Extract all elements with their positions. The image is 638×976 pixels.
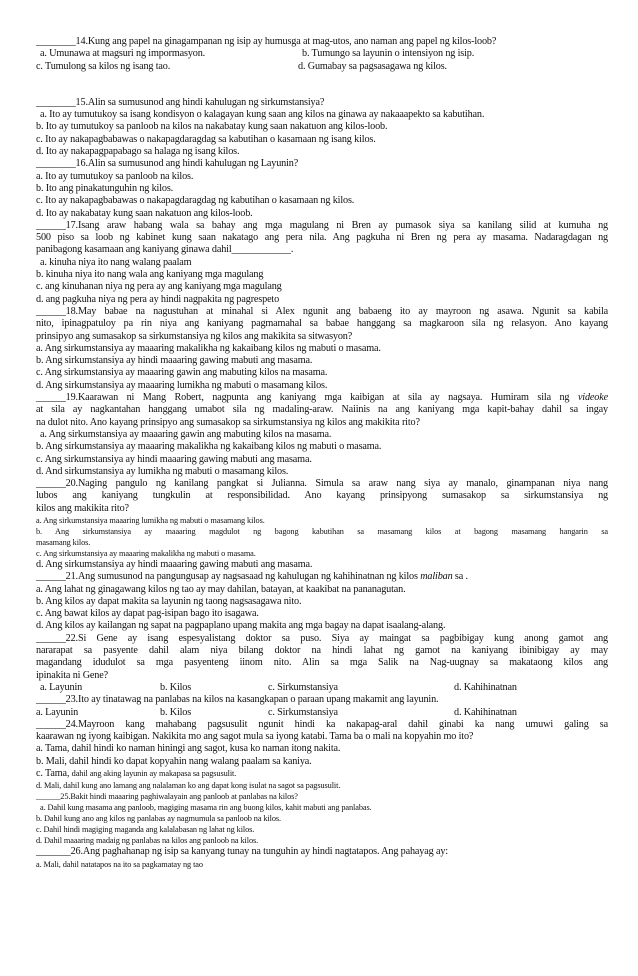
question-17-stem-line-2: 500 piso sa loob ng kabinet kung saan nakatago ang pera nila. Ang pagkuha ni Bren ng pera ay masama. Nadaragdagan ng <box>36 232 608 244</box>
question-15-choice-d: d. Ito ay nakapagpapabago sa halaga ng isang kilos. <box>36 146 240 158</box>
question-23-choice-b: b. Kilos <box>160 706 192 718</box>
question-23-choice-c: c. Sirkumstansiya <box>268 706 338 718</box>
question-23-choices <box>36 707 608 719</box>
question-21-stem-text: ______21.Ang sumusunod na pangungusap ay nagsasaad ng kahulugan ng kahihinatnan ng kilos <box>36 571 421 583</box>
question-14-stem: ________14.Kung ang papel na ginagampanan ng isip ay humusga at mag-utos, ano naman ang papel ng kilos-loob? <box>36 36 497 47</box>
question-23-stem: ______23.Ito ay tinatawag na panlabas na kilos na kasangkapan o paraan upang makamit ang layunin. <box>36 694 439 706</box>
question-25-choice-a: a. Dahil kung masama ang panloob, magiging masama rin ang buong kilos, kahit mabuti ang panlabas. <box>40 803 372 813</box>
question-25-choice-b: b. Dahil kung ano ang kilos ng panlabas ay nagmumula sa panloob na kilos. <box>36 814 282 824</box>
question-16-choice-a: a. Ito ay tumutukoy sa panloob na kilos. <box>36 170 194 182</box>
question-20-choice-a: a. Ang sirkumstansiya maaaring lumikha ng mabuti o masamang kilos. <box>36 515 265 525</box>
question-17-stem-line-3: panibagong kasamaan ang kaniyang ginawa dahil____________. <box>36 244 294 256</box>
question-17-choice-a: a. kinuha niya ito nang walang paalam <box>40 256 192 268</box>
question-19-choice-c: c. Ang sirkumstansiya ay hindi maaaring gawing mabuti ang masama. <box>36 453 312 465</box>
question-17-choice-d: d. ang pagkuha niya ng pera ay hindi nagpakita ng pagrespeto <box>36 293 280 305</box>
question-15-choice-a: a. Ito ay tumutukoy sa isang kondisyon o kalagayan kung saan ang kilos na ginawa ay nakaaapekto sa kabutihan. <box>40 109 485 121</box>
question-22-stem-line-1: ______22.Si Gene ay isang espesyalistang doktor sa puso. Siya ay maingat sa pagbibigay kung anong gamot ang <box>36 632 608 644</box>
question-15-choice-b: b. Ito ay tumutukoy sa panloob na kilos na nakabatay kung saan nakatuon ang kilos-loob. <box>36 121 388 133</box>
question-15-stem: ________15.Alin sa sumusunod ang hindi kahulugan ng sirkumstansiya? <box>36 96 325 108</box>
question-19-stem-line-2: at sila ay nagkantahan hanggang umabot sila ng madaling-araw. Naiinis na ang kaniyang mga kapit-bahay dahil sa ingay <box>36 404 608 416</box>
question-24-choice-d: d. Mali, dahil kung ano lamang ang nalalaman ko ang dapat kong isulat na sagot sa pagsusulit. <box>36 781 341 791</box>
question-20-choice-b-line-1: b. Ang sirkumstansiya ay maaaring magdulot ng bagong kabutihan sa masamang kilos at bagong masamang hangarin sa <box>36 526 608 536</box>
question-14-choice-d: d. Gumabay sa pagsasagawa ng kilos. <box>298 60 447 72</box>
question-14-choices-row-1 <box>36 48 608 60</box>
question-19-stem-text: ______19.Kaarawan ni Mang Robert, nagpunta ang kaniyang mga kaibigan at sila ay nagsaya. Humiram sila ng <box>36 392 578 404</box>
question-sheet <box>36 36 608 870</box>
question-19-choice-a: a. Ang sirkumstansiya ay maaaring gawin ang mabuting kilos na masama. <box>40 428 332 440</box>
question-16-choice-b: b. Ito ang pinakatunguhin ng kilos. <box>36 182 174 194</box>
question-22-choices <box>36 682 608 694</box>
question-26-stem: _______26.Ang paghahanap ng isip sa kanyang tunay na tunguhin ay hindi nagtatapos. Ang pahayag ay: <box>36 846 448 858</box>
question-18-choice-d: d. Ang sirkumstansiya ay maaaring lumikha ng mabuti o masamang kilos. <box>36 379 328 391</box>
question-21-choice-a: a. Ang lahat ng ginagawang kilos ng tao ay may dahilan, batayan, at kaakibat na pananagutan. <box>36 583 406 595</box>
question-22-stem-line-2: nararapat sa pasyente dahil alam niya bilang doktor na hindi lahat ng gamot na kaniyang ibinibigay ay may <box>36 645 608 657</box>
question-24-choice-c <box>36 768 608 780</box>
question-23-choice-d: d. Kahihinatnan <box>454 706 517 718</box>
question-21-stem-end: sa . <box>452 571 468 583</box>
question-22-stem-line-3: magandang idudulot sa mga pasyenteng iinom nito. Alin sa mga Salik na Nag-uugnay sa makataong kilos ang <box>36 657 608 669</box>
question-21-stem-italic: maliban <box>420 571 453 583</box>
question-20-choice-b-line-2: masamang kilos. <box>36 537 91 547</box>
question-20-stem-line-1: ______20.Naging pangulo ng kanilang pangkat si Julianna. Simula sa araw nang siya ay manalo, ginampanan niya nang <box>36 478 608 490</box>
question-16-choice-d: d. Ito ay nakabatay kung saan nakatuon ang kilos-loob. <box>36 207 253 219</box>
question-17-choice-b: b. kinuha niya ito nang wala ang kaniyang mga magulang <box>36 269 264 281</box>
question-24-choice-a: a. Tama, dahil hindi ko naman hiningi ang sagot, kusa ko naman itong nakita. <box>36 743 341 755</box>
question-18-choice-b: b. Ang sirkumstansiya ay hindi maaaring gawing mabuti ang masama. <box>36 355 313 367</box>
question-18-choice-c: c. Ang sirkumstansiya ay maaaring gawin ang mabuting kilos na masama. <box>36 367 328 379</box>
question-20-choice-c: c. Ang sirkumstansiya ay maaaring makalikha ng mabuti o masama. <box>36 548 256 558</box>
question-23-choice-a: a. Layunin <box>36 706 79 718</box>
question-24-choice-c-lead: c. Tama, <box>36 768 72 780</box>
question-24-stem-line-1: ______24.Mayroon kang mahabang pagsusulit ngunit hindi ka nakapag-aral dahil ginabi ka nang umuwi galing sa <box>36 718 608 730</box>
question-24-choice-c-rest: dahil ang aking layunin ay makapasa sa pagsusulit. <box>71 769 237 779</box>
question-14-choice-a: a. Umunawa at magsuri ng impormasyon. <box>40 48 206 60</box>
question-22-choice-c: c. Sirkumstansiya <box>268 681 338 693</box>
question-21-stem <box>36 571 608 583</box>
question-18-stem-line-2: nito, ipinagpatuloy pa rin niya ang kaniyang pagmamahal sa babae hanggang sa magkaroon sila ng relasyon. Ano kayang <box>36 318 608 330</box>
question-25-choice-c: c. Dahil hindi magiging maganda ang kalalabasan ng lahat ng kilos. <box>36 825 255 835</box>
question-20-stem-line-2: lubos ang kaniyang tungkulin at responsibilidad. Ano kayang prinsipyong sumasakop sa sirkumstansiya ng <box>36 490 608 502</box>
question-17-choice-c: c. ang kinuhanan niya ng pera ay ang kaniyang mga magulang <box>36 281 282 293</box>
question-16-stem: ________16.Alin sa sumusunod ang hindi kahulugan ng Layunin? <box>36 158 299 170</box>
question-24-choice-b: b. Mali, dahil hindi ko dapat kopyahin nang walang paalam sa kaniya. <box>36 755 312 767</box>
question-14-choice-b: b. Tumungo sa layunin o intensiyon ng isip. <box>302 48 475 60</box>
question-20-stem-line-3: kilos ang makikita rito? <box>36 502 129 514</box>
question-18-stem-line-1: ______18.May babae na nagustuhan at minahal si Alex ngunit ang babaeng ito ay mayroon ng asawa. Ngunit sa kabila <box>36 305 608 317</box>
question-25-choice-d: d. Dahil maaaring madaig ng panlabas na kilos ang panloob na kilos. <box>36 836 259 846</box>
question-20-choice-d: d. Ang sirkumstansiya ay hindi maaaring gawing mabuti ang masama. <box>36 558 313 570</box>
question-26-choice-a: a. Mali, dahil natatapos na ito sa pagkamatay ng tao <box>36 859 203 869</box>
question-19-stem-italic: videoke <box>577 392 608 404</box>
question-18-stem-line-3: prinsipyo ang sumasakop sa sirkumstansiya ng kilos ang makikita sa sitwasyon? <box>36 330 353 342</box>
question-22-choice-b: b. Kilos <box>160 681 192 693</box>
question-17-stem-line-1: ______17.Isang araw habang wala sa bahay ang mga magulang ni Bren ay pumasok siya sa kanilang silid at kumuha ng <box>36 219 608 231</box>
question-19-stem-line-1 <box>36 392 608 404</box>
question-19-stem-line-3: na dulot nito. Ano kayang prinsipyo ang sumasakop sa sirkumstansiya ng kilos ang makikita rito? <box>36 416 420 428</box>
question-24-stem-line-2: kaarawan ng iyong kaibigan. Nakikita mo ang sagot mula sa iyong katabi. Tama ba o mali na kopyahin mo ito? <box>36 731 474 743</box>
question-14-choices-row-2 <box>36 61 608 73</box>
question-22-choice-d: d. Kahihinatnan <box>454 681 517 693</box>
question-21-choice-d: d. Ang kilos ay kailangan ng sapat na pagpaplano upang makita ang mga bagay na dapat isaalang-alang. <box>36 620 446 632</box>
question-22-stem-line-4: ipinakita ni Gene? <box>36 669 108 681</box>
question-18-choice-a: a. Ang sirkumstansiya ay maaaring makalikha ng kakaibang kilos ng mabuti o masama. <box>36 342 381 354</box>
question-16-choice-c: c. Ito ay nakapagbabawas o nakapagdaragdag ng kabutihan o kasamaan ng kilos. <box>36 195 355 207</box>
question-15-choice-c: c. Ito ay nakapagbabawas o nakapagdaragdag sa kabutihan o kasamaan ng isang kilos. <box>36 133 376 145</box>
question-25-stem: ______25.Bakit hindi maaaring paghiwalayain ang panloob at panlabas na kilos? <box>36 792 298 802</box>
question-21-choice-c: c. Ang bawat kilos ay dapat pag-isipan bago ito isagawa. <box>36 608 259 620</box>
question-14-choice-c: c. Tumulong sa kilos ng isang tao. <box>36 60 171 72</box>
question-19-choice-b: b. Ang sirkumstansiya ay maaaring makalikha ng kakaibang kilos ng mabuti o masama. <box>36 441 382 453</box>
question-22-choice-a: a. Layunin <box>40 681 83 693</box>
question-21-choice-b: b. Ang kilos ay dapat makita sa layunin ng taong nagsasagawa nito. <box>36 595 302 607</box>
question-19-choice-d: d. And sirkumstansiya ay lumikha ng mabuti o masamang kilos. <box>36 465 289 477</box>
